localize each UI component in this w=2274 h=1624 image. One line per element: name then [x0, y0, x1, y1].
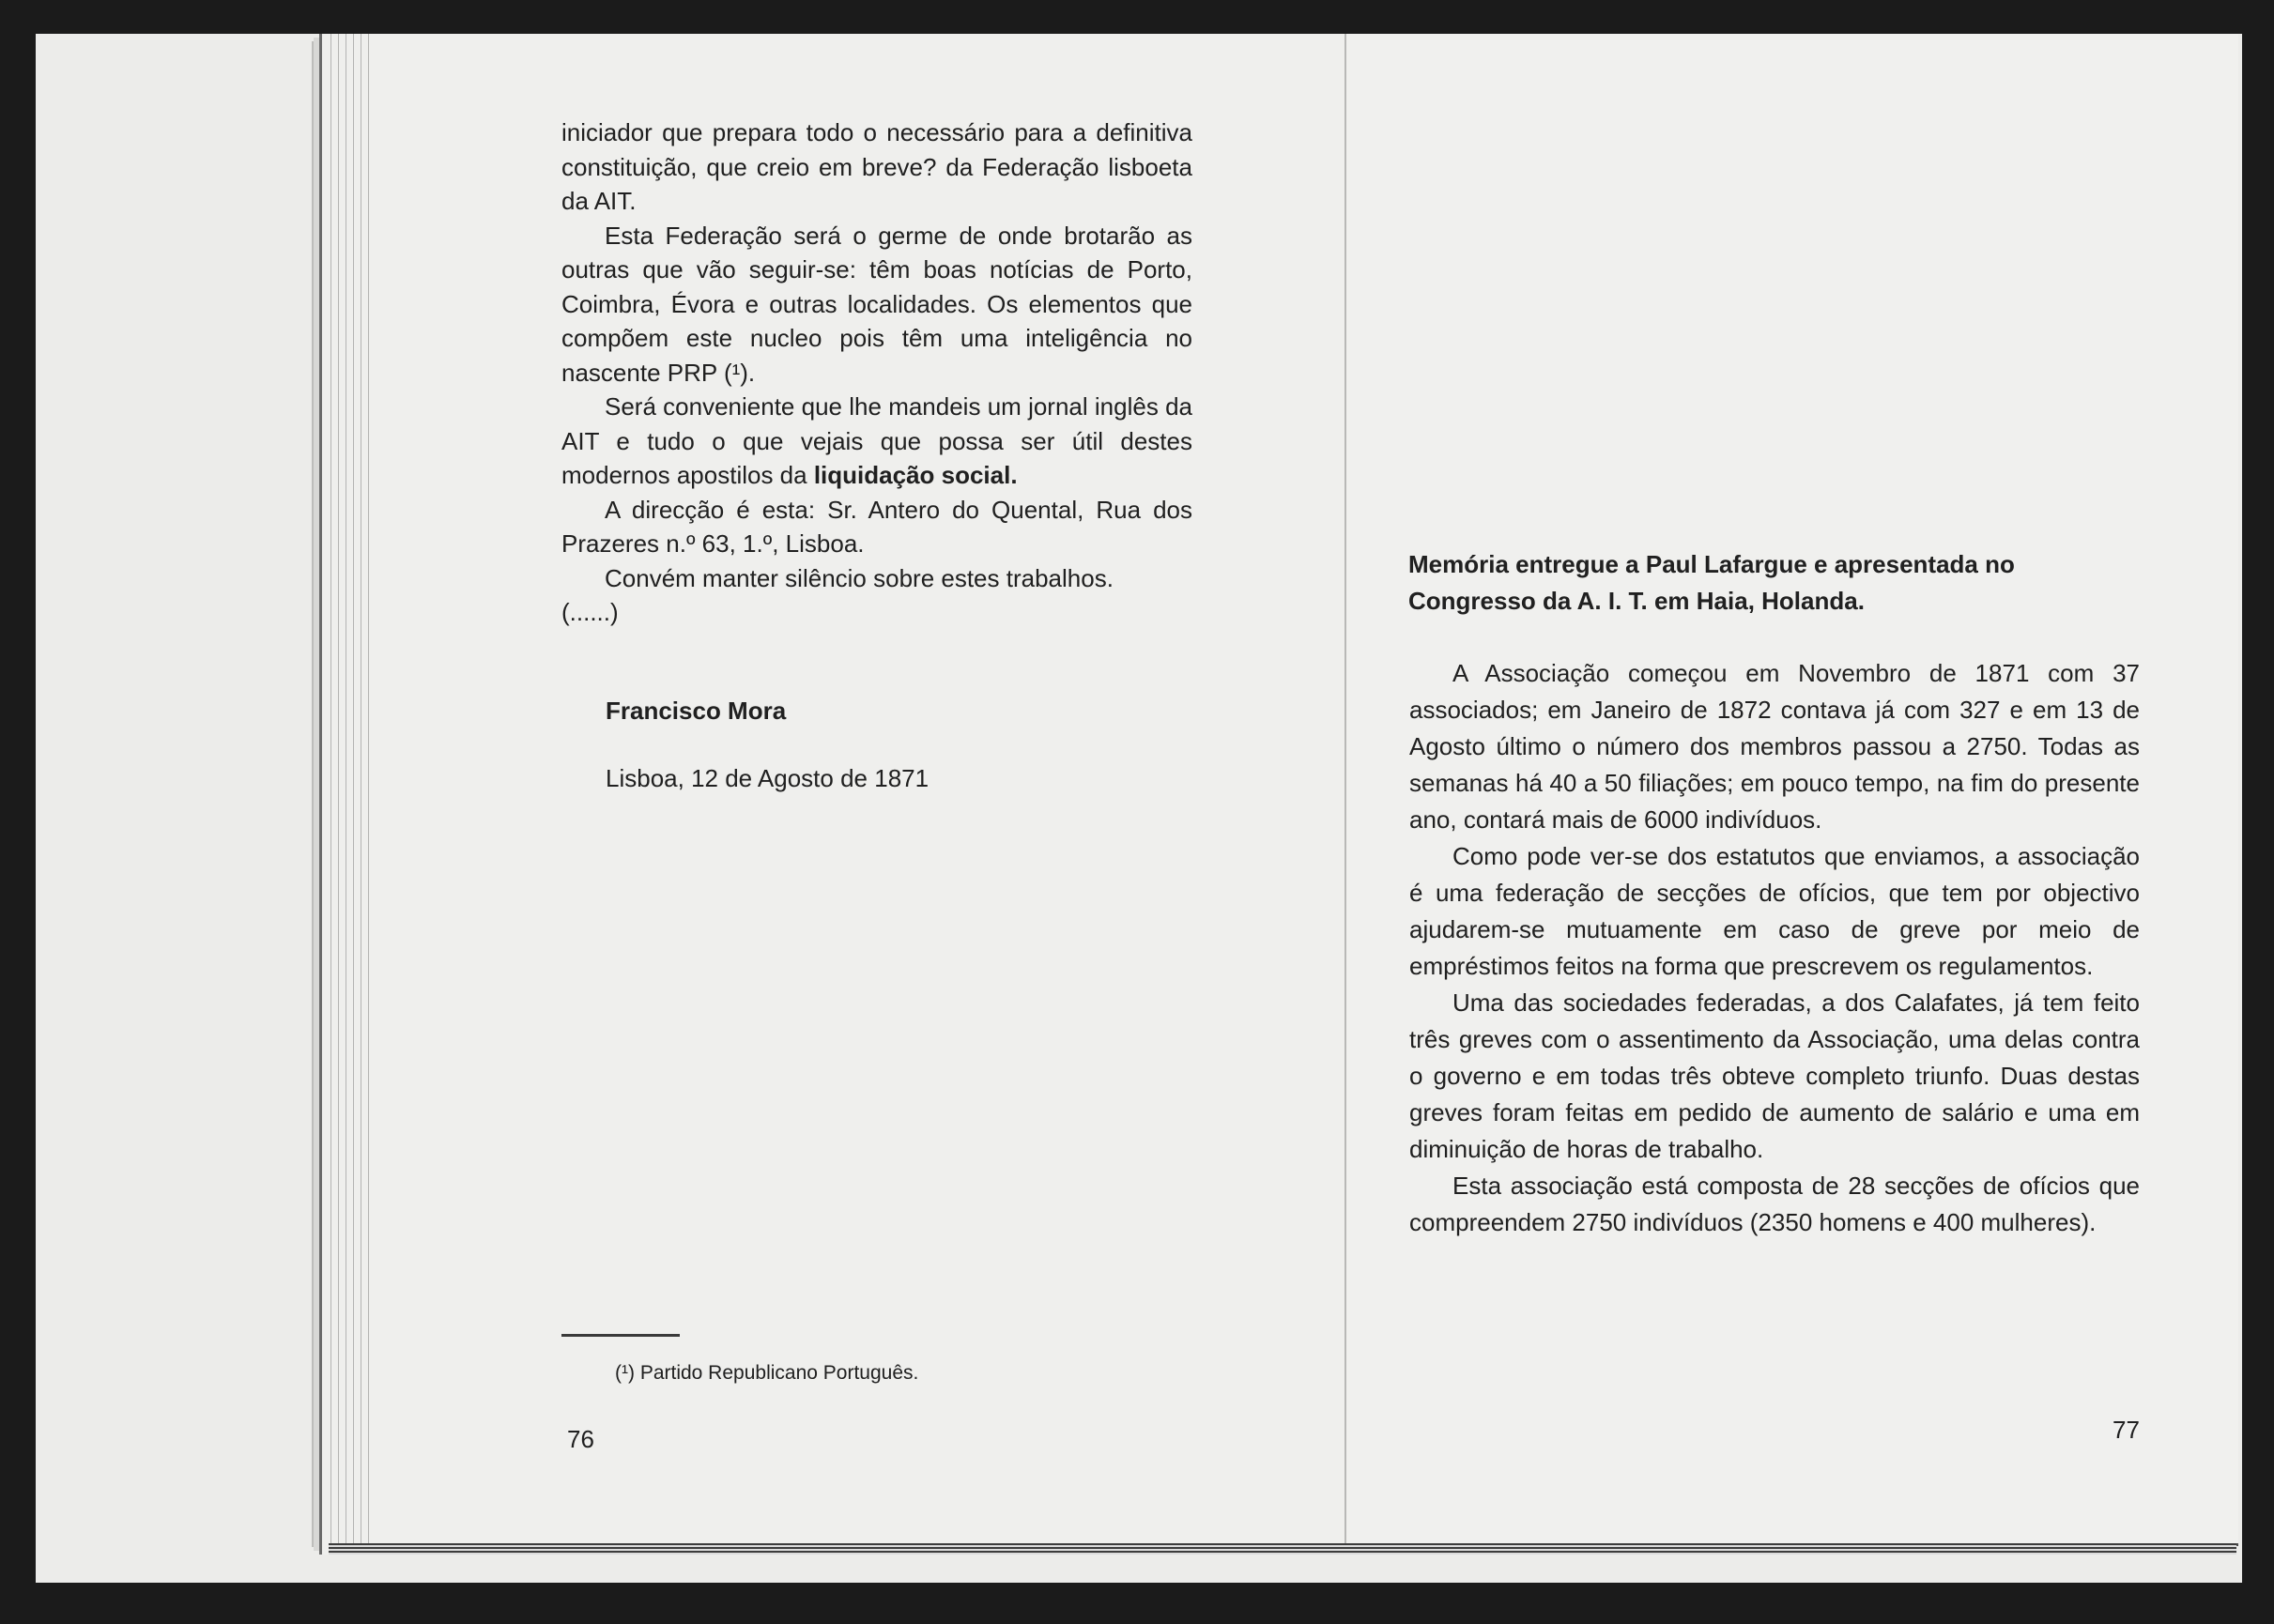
paragraph-text: Será conveniente que lhe mandeis um jornal inglês da AIT e tudo o que vejais que possa ser útil destes modernos apostilos da	[561, 392, 1192, 489]
paragraph	[561, 390, 1192, 493]
paragraph: Esta associação está composta de 28 secções de ofícios que compreendem 2750 indivíduos (2350 homens e 400 mulheres).	[1409, 1172, 2140, 1236]
paragraph: (......)	[561, 598, 619, 626]
bold-phrase: liquidação social.	[813, 461, 1018, 489]
paragraph: Convém manter silêncio sobre estes trabalhos.	[605, 563, 1114, 592]
paragraph: A direcção é esta: Sr. Antero do Quental, Rua dos Prazeres n.º 63, 1.º, Lisboa.	[561, 495, 1192, 558]
paragraph: Como pode ver-se dos estatutos que enviamos, a associação é uma federação de secções de ofícios, que tem por objectivo ajudarem-se mutuamente em caso de greve por meio de empréstimos feitos na forma que prescrevem os regulamentos.	[1409, 842, 2140, 980]
page-number-right: 77	[2113, 1416, 2140, 1444]
dateline: Lisboa, 12 de Agosto de 1871	[606, 764, 930, 792]
paragraph: Uma das sociedades federadas, a dos Calafates, já tem feito três greves com o assentimento da Associação, uma delas contra o governo e em todas três obteve completo triunfo. Duas destas greves foram feitas em pedido de aumento de salário e uma em diminuição de horas de trabalho.	[1409, 988, 2140, 1163]
signature: Francisco Mora	[606, 697, 787, 725]
footnote: (¹) Partido Republicano Português.	[615, 1362, 919, 1384]
footnote-rule	[561, 1334, 680, 1337]
page-number-left: 76	[567, 1425, 594, 1453]
left-page-body	[561, 115, 1192, 630]
paragraph: iniciador que prepara todo o necessário para a definitiva constituição, que creio em breve? da Federação lisboeta da AIT.	[561, 118, 1192, 215]
paragraph: A Associação começou em Novembro de 1871 com 37 associados; em Janeiro de 1872 contava já com 327 e em 13 de Agosto último o número dos membros passou a 2750. Todas as semanas há 40 a 50 filiações; em pouco tempo, na fim do presente ano, contará mais de 6000 indivíduos.	[1409, 659, 2140, 834]
bottom-page-edges	[329, 1543, 2236, 1555]
page-edges	[324, 34, 371, 1555]
paragraph: Esta Federação será o germe de onde brotarão as outras que vão seguir-se: têm boas notícias de Porto, Coimbra, Évora e outras localidades. Os elementos que compõem este nucleo pois têm uma inteligência no nascente PRP (¹).	[561, 221, 1192, 387]
section-heading: Memória entregue a Paul Lafargue e apresentada no Congresso da A. I. T. em Haia, Holanda.	[1408, 550, 2015, 615]
right-page-body	[1409, 655, 2140, 1241]
